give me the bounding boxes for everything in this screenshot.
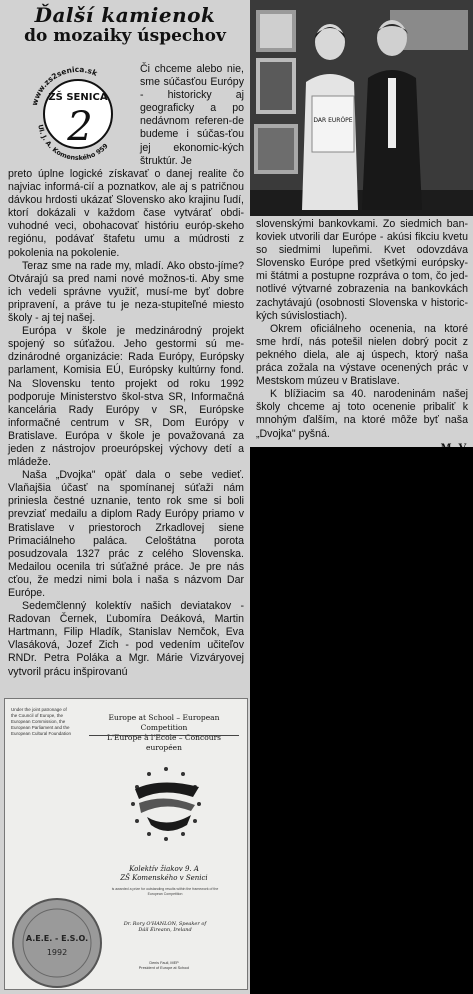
certificate-side-text: Under the joint patronage of the Council of Europe, the European Commission, the European Parliament and the European Cultural Foundation [11,707,72,736]
logo-name: ZŠ SENICA [48,92,108,103]
school-logo [24,60,132,168]
europe-emblem-icon [121,759,211,849]
certificate-heading [89,713,239,753]
logo-numeral: 2 [67,104,93,150]
signer-1-line-2: Dáil Éireann, Ireland [138,927,192,933]
title-line-1: Ďalší kamienok [34,3,216,27]
paragraph-2: Teraz sme na rade my, mladí. Ako obsto-jíme? Otvárajú sa pred nami nové možnos-ti. Aby sme ich vedeli správne využiť, musí-me byť dobre pripravení, a práve tu je neza-stupiteľné miesto školy - aj tej našej. [8,259,244,325]
signer-1-line-1: Dr. Rory O'HANLON, Speaker of [123,921,207,927]
right-paragraph-2: Okrem oficiálneho ocenenia, na ktoré sme hrdí, nás potešil nielen dobrý pocit z pekného diela, ale aj úspech, ktorý naša práca zožala na výstave ocenených prác v Mestskom múzeu v Bratislave. [256,322,468,388]
signer-2-line-1: Denis Fauil, MEP [149,961,179,965]
right-paragraph-3: K blížiacim sa 40. narodeninám našej školy chceme aj toto ocenenie pribaliť k mnohým ďalším, na ktoré môže byť naša „Dvojka" pyšná. [256,388,468,440]
empty-area [250,447,473,994]
logo-url: www.zs2senica.sk [29,64,99,107]
certificate-signer-1 [95,921,235,933]
certificate-signer-2 [109,961,219,971]
logo-address: Ul. J. A. Komenského 959 [36,123,110,163]
certificate-line-2: L'Europe à l'Ecole – Concours européen [107,733,221,752]
title-line-2: do mozaiky úspechov [24,26,226,46]
book-text: DAR EURÓPE [313,117,353,124]
article-title [0,4,250,46]
certificate-rule [89,735,239,736]
recipient-line-2: ZŠ Komenského v Senici [120,874,208,882]
certificate-line-1: Europe at School – European Competition [108,713,220,732]
certificate-recipient [89,865,239,883]
certificate-small-text: is awarded a prize for outstanding results within the framework of the European Competition [111,887,219,896]
award-photo [250,0,473,216]
paragraph-3: Európa v škole je medzinárodný projekt spojený so súťažou. Jeho gestormi sú me-dzinárodné organizácie: Rada Európy, Európsky parlament, Komisia EÚ, Európsky kultúrny fond. Na Slovensku tento projekt od roku 1992 podporuje Ministerstvo škol-stva SR, Informačná kancelária Rady Európy v SR, Európske informačné centrum v SR, Dom Európy v Bratislave. Európa v škole je považovaná za jeden z nástrojov proeurópskej výchovy detí a mládeže. [8,325,244,469]
paragraph-5: Sedemčlenný kolektív našich deviatakov - Radovan Černek, Ľubomíra Deáková, Martin Hartmann, Filip Hladík, Stanislav Nemčok, Eva Vlasáková, Jozef Zich - pod vedením učiteľov RNDr. Petra Poláka a Mgr. Márie Vizváryovej vytvoril prácu inšpirovanú [8,600,244,678]
recipient-line-1: Kolektív žiakov 9. A [129,865,199,873]
paragraph-1: preto úplne logické získavať o danej realite čo najviac informá-cií a poznatkov, ale aj s patričnou dávkou hrdosti ukázať Slovensko ako krajinu ľudí, ktorí dokázali v každom čase vytvárať obdi-vuhodné veci, obohacovať históriu európ-skeho regiónu, podávať štafetu umu a múdrosti z pokolenia na pokolenie. [8,168,244,259]
seal-year: 1992 [46,948,68,957]
right-body [256,218,468,454]
paragraph-4: Naša „Dvojka" opäť dala o sebe vedieť. Vlaňajšia účasť na spomínanej súťaži nám priniesla čestné uznanie, tento rok sme si boli prevziať medailu a diplom Rady Európy priamo v Bratislave v priestoroch Zrkadlovej siene Primaciálneho paláca. Celoštátna porota posudzovala 1327 prác z celého Slovenska. Medailou ocenila tri súťažné práce. Je pre nás cťou, že medzi nimi bola i naša s názvom Dar Európe. [8,469,244,599]
photo-illustration [250,0,473,216]
right-paragraph-1: slovenskými bankovkami. Zo siedmich ban-koviek utvorili dar Európe - akúsi fikciu kvetu so siedmimi lupeňmi. Kvet odovzdáva Slovensko Európe pred všetkými európsky-mi štátmi a postupne rozpráva o tom, čo jed-notlivé výtvarné zobrazenia na bankovkách zachytávajú (osobnosti Slovenska v historic-kých súvislostiach). [256,218,468,322]
medal-seal [11,897,103,989]
intro-paragraph: Či chceme alebo nie, sme súčasťou Európy - historicky aj geograficky a po nedávnom referen-de budeme i súčas-ťou jej ekonomic-kých štruktúr. Je [140,63,244,167]
award-certificate [4,698,248,990]
seal-text: A.E.E. - E.S.O. [25,934,89,943]
signer-2-line-2: President of Europe at School [138,966,190,970]
left-body [8,168,244,679]
